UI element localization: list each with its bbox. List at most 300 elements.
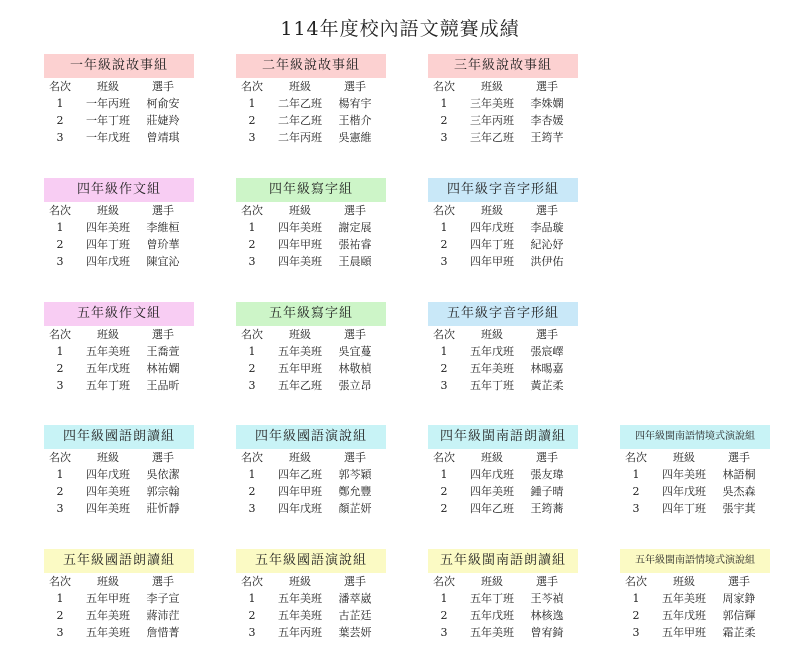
rank-cell: 1: [56, 345, 64, 358]
rank-cell: 2: [632, 609, 640, 622]
result-group: [44, 54, 194, 146]
result-row: [428, 236, 578, 253]
results-row: [44, 549, 780, 659]
result-row: [428, 500, 578, 517]
rank-column-header: 名次: [49, 451, 71, 464]
player-cell: 林語桐: [722, 468, 756, 481]
rank-cell: 3: [248, 502, 256, 515]
rank-cell: 1: [56, 468, 64, 481]
rank-column-header: 名次: [241, 328, 263, 341]
class-cell: 一年戊班: [86, 131, 130, 144]
rank-cell: 2: [440, 485, 448, 498]
group-title: 五年級寫字組: [236, 302, 386, 326]
result-group: [236, 302, 386, 394]
rank-cell: 1: [56, 221, 64, 234]
rank-column-header: 名次: [49, 204, 71, 217]
class-cell: 二年乙班: [278, 114, 322, 127]
column-headers: [428, 573, 578, 590]
class-cell: 四年美班: [470, 485, 514, 498]
group-title: 五年級國語演說組: [236, 549, 386, 573]
player-cell: 曾玠華: [146, 238, 180, 251]
result-group: [44, 178, 194, 270]
player-cell: 柯俞安: [146, 97, 180, 110]
rank-cell: 2: [56, 238, 64, 251]
result-row: [44, 624, 194, 641]
class-cell: 四年戊班: [278, 502, 322, 515]
rank-cell: 2: [248, 485, 256, 498]
result-row: [620, 624, 770, 641]
rank-cell: 2: [56, 485, 64, 498]
class-cell: 四年戊班: [86, 255, 130, 268]
result-group: [620, 425, 770, 517]
group-title: 四年級閩南語情境式演說組: [620, 425, 770, 449]
group-title: 五年級閩南語朗讀組: [428, 549, 578, 573]
class-cell: 四年戊班: [470, 468, 514, 481]
rank-column-header: 名次: [433, 451, 455, 464]
results-row: [44, 54, 780, 164]
player-column-header: 選手: [344, 204, 366, 217]
class-cell: 五年美班: [278, 592, 322, 605]
player-cell: 李子宣: [146, 592, 180, 605]
player-cell: 林核逸: [530, 609, 564, 622]
class-column-header: 班級: [673, 451, 695, 464]
player-cell: 顏芷妍: [338, 502, 372, 515]
group-title: 四年級作文組: [44, 178, 194, 202]
result-row: [428, 377, 578, 394]
result-row: [44, 590, 194, 607]
player-cell: 王筠蕎: [530, 502, 564, 515]
rank-column-header: 名次: [49, 80, 71, 93]
result-row: [428, 343, 578, 360]
group-title: 五年級國語朗讀組: [44, 549, 194, 573]
result-row: [44, 129, 194, 146]
class-column-header: 班級: [97, 204, 119, 217]
player-column-header: 選手: [728, 575, 750, 588]
result-row: [236, 343, 386, 360]
class-cell: 四年美班: [278, 221, 322, 234]
player-cell: 郭芩穎: [338, 468, 372, 481]
result-group: [236, 54, 386, 146]
rank-cell: 2: [248, 114, 256, 127]
result-row: [44, 236, 194, 253]
rank-cell: 1: [248, 468, 256, 481]
result-row: [44, 360, 194, 377]
result-row: [44, 483, 194, 500]
player-column-header: 選手: [536, 575, 558, 588]
class-cell: 四年丁班: [470, 238, 514, 251]
group-title: 二年級說故事組: [236, 54, 386, 78]
column-headers: [44, 449, 194, 466]
rank-cell: 1: [632, 592, 640, 605]
class-cell: 三年丙班: [470, 114, 514, 127]
result-group: [428, 178, 578, 270]
player-cell: 葉芸妍: [338, 626, 372, 639]
result-row: [44, 343, 194, 360]
class-cell: 五年戊班: [86, 362, 130, 375]
rank-cell: 1: [248, 345, 256, 358]
class-cell: 四年戊班: [86, 468, 130, 481]
rank-column-header: 名次: [433, 80, 455, 93]
result-group: [428, 302, 578, 394]
group-title: 四年級國語演說組: [236, 425, 386, 449]
rank-cell: 3: [56, 255, 64, 268]
result-row: [44, 607, 194, 624]
result-group: [428, 425, 578, 517]
rank-cell: 2: [632, 485, 640, 498]
player-column-header: 選手: [152, 575, 174, 588]
rank-cell: 3: [440, 379, 448, 392]
rank-cell: 2: [440, 502, 448, 515]
rank-cell: 2: [440, 114, 448, 127]
class-column-header: 班級: [289, 204, 311, 217]
class-cell: 五年美班: [86, 626, 130, 639]
player-cell: 曾靖琪: [146, 131, 180, 144]
player-cell: 張宇萁: [722, 502, 756, 515]
class-cell: 四年丁班: [662, 502, 706, 515]
result-row: [620, 500, 770, 517]
result-row: [428, 129, 578, 146]
rank-cell: 3: [440, 255, 448, 268]
result-row: [44, 253, 194, 270]
result-row: [620, 483, 770, 500]
rank-cell: 3: [632, 626, 640, 639]
class-cell: 五年美班: [278, 345, 322, 358]
class-cell: 四年美班: [86, 485, 130, 498]
column-headers: [620, 573, 770, 590]
rank-cell: 2: [248, 609, 256, 622]
player-column-header: 選手: [152, 451, 174, 464]
rank-cell: 2: [56, 114, 64, 127]
result-row: [428, 95, 578, 112]
class-column-header: 班級: [289, 451, 311, 464]
player-cell: 吳杰森: [722, 485, 756, 498]
player-cell: 楊宥宇: [338, 97, 372, 110]
class-cell: 四年乙班: [470, 502, 514, 515]
player-cell: 莊忻靜: [146, 502, 180, 515]
result-row: [236, 500, 386, 517]
class-column-header: 班級: [481, 575, 503, 588]
player-column-header: 選手: [536, 328, 558, 341]
group-title: 一年級說故事組: [44, 54, 194, 78]
class-column-header: 班級: [289, 328, 311, 341]
class-column-header: 班級: [673, 575, 695, 588]
player-column-header: 選手: [536, 80, 558, 93]
rank-cell: 3: [56, 502, 64, 515]
column-headers: [236, 326, 386, 343]
player-cell: 張友瑋: [530, 468, 564, 481]
player-column-header: 選手: [152, 204, 174, 217]
rank-column-header: 名次: [625, 451, 647, 464]
class-cell: 一年丙班: [86, 97, 130, 110]
class-cell: 四年戊班: [662, 485, 706, 498]
column-headers: [236, 449, 386, 466]
rank-cell: 3: [248, 626, 256, 639]
rank-cell: 2: [440, 609, 448, 622]
class-cell: 五年丙班: [278, 626, 322, 639]
result-row: [236, 253, 386, 270]
class-column-header: 班級: [481, 204, 503, 217]
player-cell: 潘萃崴: [338, 592, 372, 605]
rank-cell: 1: [440, 221, 448, 234]
rank-cell: 1: [440, 592, 448, 605]
player-cell: 王筠芊: [530, 131, 564, 144]
class-cell: 三年美班: [470, 97, 514, 110]
class-cell: 五年丁班: [470, 592, 514, 605]
class-cell: 四年乙班: [278, 468, 322, 481]
player-cell: 吳憲維: [338, 131, 372, 144]
player-cell: 紀沁妤: [530, 238, 564, 251]
column-headers: [44, 326, 194, 343]
player-cell: 周家錚: [722, 592, 756, 605]
column-headers: [236, 573, 386, 590]
results-row: [44, 302, 780, 412]
class-cell: 五年甲班: [662, 626, 706, 639]
player-cell: 張立昂: [338, 379, 372, 392]
class-cell: 二年丙班: [278, 131, 322, 144]
class-column-header: 班級: [97, 80, 119, 93]
player-cell: 古芷廷: [338, 609, 372, 622]
player-column-header: 選手: [344, 328, 366, 341]
class-column-header: 班級: [481, 328, 503, 341]
class-column-header: 班級: [289, 80, 311, 93]
group-title: 四年級閩南語朗讀組: [428, 425, 578, 449]
rank-cell: 1: [248, 592, 256, 605]
class-cell: 四年甲班: [278, 238, 322, 251]
result-group: [428, 549, 578, 641]
player-cell: 張祐睿: [338, 238, 372, 251]
player-cell: 王晨頤: [338, 255, 372, 268]
class-cell: 五年美班: [470, 362, 514, 375]
rank-cell: 1: [440, 345, 448, 358]
result-row: [236, 483, 386, 500]
rank-column-header: 名次: [433, 328, 455, 341]
rank-cell: 3: [56, 131, 64, 144]
rank-cell: 3: [248, 131, 256, 144]
class-cell: 五年戊班: [662, 609, 706, 622]
player-cell: 詹惜菁: [146, 626, 180, 639]
rank-column-header: 名次: [625, 575, 647, 588]
result-row: [44, 377, 194, 394]
result-row: [428, 219, 578, 236]
result-row: [236, 360, 386, 377]
result-row: [236, 466, 386, 483]
rank-column-header: 名次: [49, 575, 71, 588]
result-row: [44, 466, 194, 483]
rank-cell: 3: [248, 379, 256, 392]
rank-cell: 1: [248, 97, 256, 110]
player-cell: 張宸嶧: [530, 345, 564, 358]
result-row: [44, 112, 194, 129]
rank-cell: 2: [56, 362, 64, 375]
rank-column-header: 名次: [433, 575, 455, 588]
result-row: [236, 236, 386, 253]
class-cell: 四年美班: [662, 468, 706, 481]
player-column-header: 選手: [536, 451, 558, 464]
player-cell: 霜芷柔: [722, 626, 756, 639]
class-cell: 四年美班: [86, 221, 130, 234]
class-column-header: 班級: [481, 451, 503, 464]
result-row: [236, 219, 386, 236]
result-group: [428, 54, 578, 146]
player-cell: 謝定展: [338, 221, 372, 234]
class-cell: 五年美班: [86, 345, 130, 358]
column-headers: [44, 202, 194, 219]
group-title: 五年級閩南語情境式演說組: [620, 549, 770, 573]
player-cell: 王芩禎: [530, 592, 564, 605]
rank-cell: 2: [56, 609, 64, 622]
class-cell: 五年美班: [86, 609, 130, 622]
result-row: [236, 129, 386, 146]
player-cell: 林敬楨: [338, 362, 372, 375]
player-cell: 鍾子晴: [530, 485, 564, 498]
result-row: [44, 500, 194, 517]
rank-cell: 3: [440, 131, 448, 144]
class-cell: 五年甲班: [86, 592, 130, 605]
column-headers: [236, 202, 386, 219]
column-headers: [44, 78, 194, 95]
player-cell: 王喬萱: [146, 345, 180, 358]
class-cell: 四年丁班: [86, 238, 130, 251]
rank-cell: 1: [56, 592, 64, 605]
class-cell: 三年乙班: [470, 131, 514, 144]
group-title: 五年級作文組: [44, 302, 194, 326]
player-column-header: 選手: [536, 204, 558, 217]
result-row: [428, 607, 578, 624]
player-cell: 郭宗翰: [146, 485, 180, 498]
page-title: 114年度校內語文競賽成績: [280, 18, 520, 40]
player-cell: 王楷介: [338, 114, 372, 127]
player-cell: 李品璇: [530, 221, 564, 234]
column-headers: [428, 78, 578, 95]
player-cell: 陳宜沁: [146, 255, 180, 268]
class-cell: 五年丁班: [470, 379, 514, 392]
rank-cell: 1: [56, 97, 64, 110]
rank-column-header: 名次: [49, 328, 71, 341]
column-headers: [620, 449, 770, 466]
rank-cell: 3: [632, 502, 640, 515]
player-cell: 曾宥錡: [530, 626, 564, 639]
class-column-header: 班級: [97, 328, 119, 341]
class-cell: 一年丁班: [86, 114, 130, 127]
player-cell: 鄭允豐: [338, 485, 372, 498]
player-cell: 林晹嘉: [530, 362, 564, 375]
result-row: [236, 624, 386, 641]
result-row: [428, 466, 578, 483]
class-cell: 五年美班: [662, 592, 706, 605]
result-group: [44, 302, 194, 394]
player-cell: 黃芷柔: [530, 379, 564, 392]
class-cell: 四年美班: [278, 255, 322, 268]
rank-cell: 1: [248, 221, 256, 234]
rank-cell: 2: [440, 362, 448, 375]
column-headers: [428, 326, 578, 343]
result-row: [236, 377, 386, 394]
class-cell: 五年美班: [470, 626, 514, 639]
rank-cell: 3: [248, 255, 256, 268]
rank-column-header: 名次: [241, 204, 263, 217]
class-cell: 五年戊班: [470, 345, 514, 358]
player-column-header: 選手: [152, 328, 174, 341]
class-cell: 五年乙班: [278, 379, 322, 392]
result-group: [44, 549, 194, 641]
result-row: [428, 483, 578, 500]
class-column-header: 班級: [97, 575, 119, 588]
rank-column-header: 名次: [433, 204, 455, 217]
result-group: [620, 549, 770, 641]
player-column-header: 選手: [728, 451, 750, 464]
result-group: [236, 549, 386, 641]
player-cell: 洪伊佑: [530, 255, 564, 268]
class-cell: 四年戊班: [470, 221, 514, 234]
result-row: [428, 360, 578, 377]
result-row: [236, 607, 386, 624]
class-column-header: 班級: [289, 575, 311, 588]
result-row: [620, 607, 770, 624]
result-group: [44, 425, 194, 517]
player-cell: 郭信輝: [722, 609, 756, 622]
rank-cell: 2: [248, 362, 256, 375]
rank-column-header: 名次: [241, 451, 263, 464]
result-row: [44, 95, 194, 112]
result-row: [428, 590, 578, 607]
result-group: [236, 178, 386, 270]
rank-cell: 3: [56, 379, 64, 392]
result-row: [620, 466, 770, 483]
results-row: [44, 178, 780, 288]
result-row: [428, 624, 578, 641]
rank-cell: 3: [56, 626, 64, 639]
player-cell: 吳依潔: [146, 468, 180, 481]
group-title: 四年級國語朗讀組: [44, 425, 194, 449]
result-row: [620, 590, 770, 607]
rank-cell: 2: [440, 238, 448, 251]
player-column-header: 選手: [344, 80, 366, 93]
player-cell: 李姝嫻: [530, 97, 564, 110]
result-row: [428, 112, 578, 129]
player-cell: 李維桓: [146, 221, 180, 234]
result-row: [236, 590, 386, 607]
rank-cell: 1: [440, 97, 448, 110]
player-column-header: 選手: [152, 80, 174, 93]
result-row: [236, 95, 386, 112]
column-headers: [428, 202, 578, 219]
result-group: [236, 425, 386, 517]
result-row: [44, 219, 194, 236]
class-cell: 四年美班: [86, 502, 130, 515]
column-headers: [44, 573, 194, 590]
group-title: 三年級說故事組: [428, 54, 578, 78]
rank-cell: 3: [440, 626, 448, 639]
rank-cell: 2: [248, 238, 256, 251]
player-cell: 吳宜蔓: [338, 345, 372, 358]
player-cell: 蔣沛茳: [146, 609, 180, 622]
player-cell: 莊婕羚: [146, 114, 180, 127]
class-column-header: 班級: [97, 451, 119, 464]
column-headers: [428, 449, 578, 466]
rank-column-header: 名次: [241, 575, 263, 588]
class-cell: 五年美班: [278, 609, 322, 622]
rank-cell: 1: [632, 468, 640, 481]
group-title: 五年級字音字形組: [428, 302, 578, 326]
result-row: [236, 112, 386, 129]
results-row: [44, 425, 780, 535]
result-row: [428, 253, 578, 270]
player-cell: 王品昕: [146, 379, 180, 392]
class-column-header: 班級: [481, 80, 503, 93]
group-title: 四年級寫字組: [236, 178, 386, 202]
class-cell: 五年戊班: [470, 609, 514, 622]
player-column-header: 選手: [344, 575, 366, 588]
